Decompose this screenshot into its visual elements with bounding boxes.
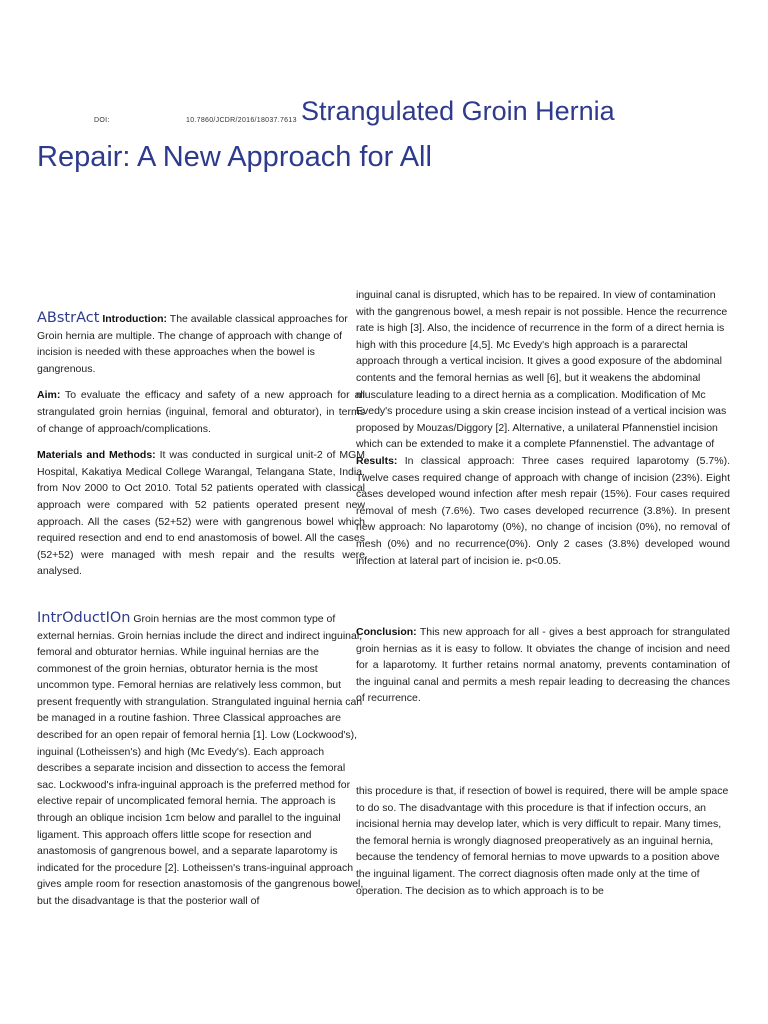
aim-label: Aim: [37,389,61,402]
introduction-continued-text: inguinal canal is disrupted, which has to be repaired. In view of contamination with the gangrenous bowel, a mesh repair is not possible. Hence the recurrence rate is high [3]. Also, the incidence of recurrence in the form of a direct hernia is high with this procedure [4,5]. Mc Evedy's high approach is a pararectal approach through a vertical incision. It gives a good exposure of the abdominal contents and the femoral hernias as well [6], but it weakens the abdominal musculature leading to a direct hernia as a complication. Modification of Mc Evedy's procedure using a skin crease incision instead of a vertical incision was proposed by Mouzas/Diggory [2]. Alternative, a unilateral Pfannenstiel incision which can be extended to make it a complete Pfannenstiel. The advantage of [356,289,728,451]
right-column-conclusion [356,624,730,707]
intro-label: Introduction: [102,313,168,325]
abstract-heading: ABstrAct [37,310,100,326]
introduction-continued-text-2: this procedure is that, if resection of bowel is required, there will be ample space to do so. The disadvantage with this procedure is that if infection occurs, an incisional hernia may develop later, which is very difficult to repair. Many times, the femoral hernia is wrongly diagnosed preoperatively as an inguinal hernia, because the tendency of femoral hernias to move upwards to a position above the inguinal ligament. The correct diagnosis often made only at the time of operation. The decision as to which approach is to be [356,785,729,897]
results-text: In classical approach: Three cases required laparotomy (5.7%). Twelve cases required change of approach with change of incision (23%). Eight cases developed wound infection after mesh repair (15%). Four cases required removal of mesh (7.6%). Two cases developed recurrence (3.8%). In present new approach: No laparotomy (0%), no change of incision (0%), no removal of mesh (0%) and no recurrence(0%). Only 2 cases (3.8%) developed wound infection at lateral part of incision ie. p<0.05. [356,454,730,567]
left-column [37,310,365,920]
doi-label: DOI: [94,117,110,124]
introduction-paragraph [37,610,365,910]
abstract-methods [37,447,365,580]
abstract-results [356,453,730,569]
conclusion-label: Conclusion: [356,626,417,638]
methods-text: It was conducted in surgical unit-2 of MGM Hospital, Kakatiya Medical College Warangal, Telangana State, India, from Nov 2000 to Oct 2010. Total 52 patients operated with classical approach were compared with 52 patients operated present new approach. All the cases (52+52) were with gangrenous bowel which required resection and end to end anastomosis of bowel. All the cases (52+52) were managed with mesh repair and the results were analysed. [37,449,366,578]
conclusion-text: This new approach for all - gives a best approach for strangulated groin hernias as it is easy to follow. It obviates the change of incision and need for a laparotomy. It further retains normal anatomy, prevents contamination of the inguinal canal and permits a mesh repair leading to decreasing the chances of recurrence. [356,626,730,705]
introduction-text: Groin hernias are the most common type of external hernias. Groin hernias include the direct and indirect inguinal, femoral and obturator hernias. While inguinal hernias are the commonest of the groin hernias, obturator hernia is the most uncommon type. Femoral hernias are relatively less common, but present frequently with strangulation. Strangulated inguinal hernia can be managed in a routine fashion. Three Classical approaches are described for an open repair of femoral hernia [1]. Low (Lockwood's), inguinal (Lotheissen's) and high (Mc Evedy's). Each approach describes a separate incision and dissection to access the femoral sac. Lockwood's infra-inguinal approach is the preferred method for elective repair of uncomplicated femoral hernia. The approach is through an oblique incision 1cm below and parallel to the inguinal ligament. This approach offers little scope for resection and anastomosis of gangrenous bowel, and a separate laparotomy is indicated for the procedure [2]. Lotheissen's trans-inguinal approach gives ample room for resection anastomosis of the gangrenous bowel, but the disadvantage is that the posterior wall of [37,612,364,907]
article-title-line-2: Repair: A New Approach for All [37,141,432,173]
intro-text: The available classical approaches for Groin hernia are multiple. The change of approach with change of incision is needed with these approaches when the bowel is gangrenous. [37,313,348,375]
abstract-introduction [37,310,365,377]
abstract-conclusion [356,624,730,707]
introduction-heading: IntrOductIOn [37,609,131,626]
abstract-aim [37,387,365,437]
results-label: Results: [356,454,398,467]
right-column-intro-continued [356,287,730,569]
right-column-body-continued [356,783,730,899]
aim-text: To evaluate the efficacy and safety of a new approach for all strangulated groin hernias (inguinal, femoral and obturator), in terms of change of approach/complications. [37,389,365,435]
article-title-line-1: Strangulated Groin Hernia [301,96,615,126]
methods-label: Materials and Methods: [37,449,156,462]
doi-value: 10.7860/JCDR/2016/18037.7613 [186,117,297,124]
